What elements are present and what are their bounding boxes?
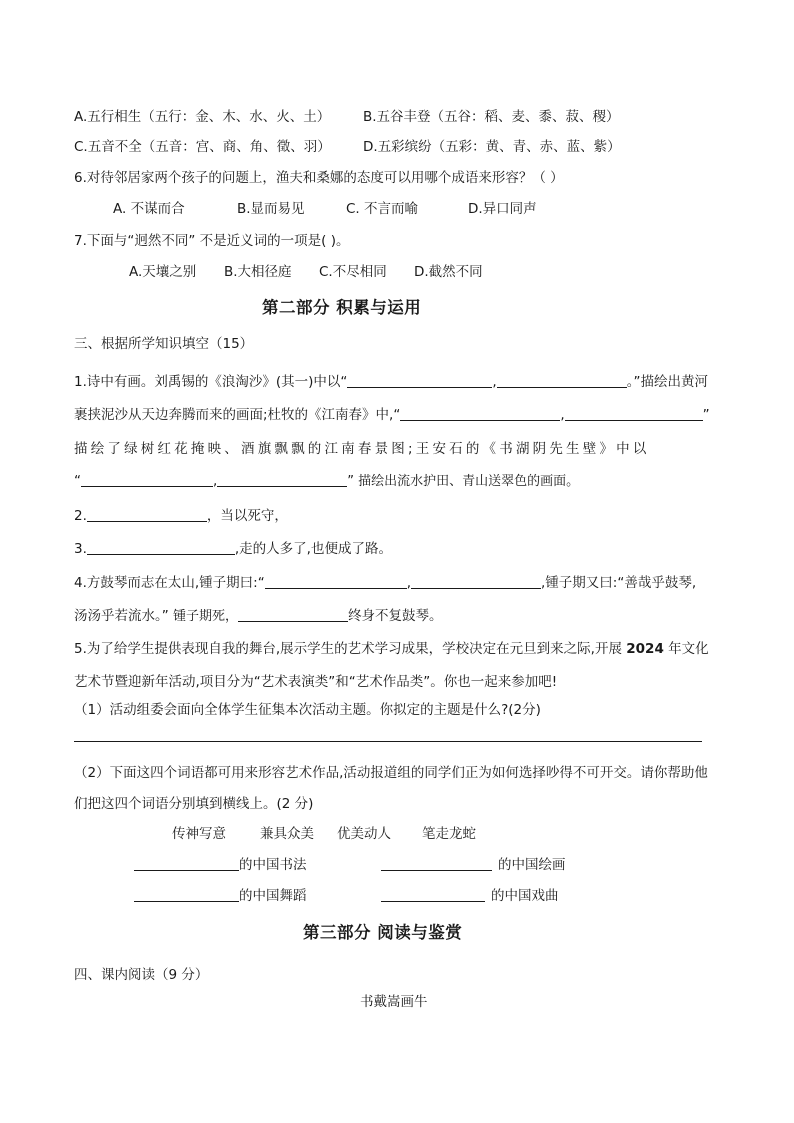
fill2: [74, 504, 288, 524]
word-bank-item: 笔走龙蛇: [422, 826, 476, 842]
blank-label: 的中国书法: [239, 857, 307, 873]
q7-option-b: B.大相径庭: [224, 264, 292, 280]
q5-option-d: D.五彩缤纷（五彩：黄、青、赤、蓝、紫）: [363, 139, 621, 155]
opera-fill: [381, 884, 559, 904]
fill1-line4-end: ” 描绘出流水护田、青山送翠色的画面。: [347, 474, 580, 489]
fill5-line1-text: 5.为了给学生提供表现自我的舞台,展示学生的艺术学习成果，学校决定在元旦到来之际,开展: [74, 641, 627, 657]
fill4-line2-end: 终身不复鼓琴。: [348, 608, 443, 624]
fill5-sub1: （1）活动组委会面向全体学生征集本次活动主题。你拟定的主题是什么?(2分): [74, 702, 541, 718]
q6-stem: 6.对待邻居家两个孩子的问题上，渔夫和桑娜的态度可以用哪个成语来形容？（ ）: [74, 170, 564, 186]
answer-blank[interactable]: [217, 472, 347, 487]
fill4-line1-text: 4.方鼓琴而志在太山,锺子期曰:“: [74, 575, 265, 591]
fill2-text: ，当以死守，: [206, 508, 288, 524]
fill4-line2-small: 锺子期死，: [173, 609, 239, 624]
blank-label: 的中国绘画: [498, 857, 566, 873]
fill5-sub2-line2: 们把这四个词语分别填到横线上。(2 分): [74, 796, 314, 812]
answer-blank[interactable]: [381, 887, 485, 902]
answer-blank[interactable]: [265, 574, 407, 589]
fill4-comma: ,: [406, 575, 412, 591]
fill1-line4: [74, 470, 579, 489]
answer-blank[interactable]: [134, 856, 239, 871]
fill1-comma: ,: [492, 374, 497, 390]
q6-option-d: D.异口同声: [468, 201, 537, 217]
answer-blank[interactable]: [134, 887, 239, 902]
answer-blank[interactable]: [238, 607, 348, 622]
q6-option-b: B.显而易见: [237, 201, 305, 217]
q7-option-c: C.不尽相同: [319, 264, 387, 280]
fill4-line1: [74, 571, 696, 591]
q7-option-a: A.天壤之别: [129, 264, 197, 280]
blank-label: 的中国戏曲: [491, 888, 559, 904]
fill1-line1-text: 1.诗中有画。刘禹锡的《浪淘沙》(其一)中以“: [74, 374, 348, 390]
fill4-line2: [74, 604, 443, 624]
fill2-number: 2.: [74, 508, 87, 524]
part2-heading: 第二部分 积累与运用: [262, 298, 422, 317]
fill1-period: 。: [626, 374, 634, 390]
theme-answer-line[interactable]: [74, 741, 702, 742]
fill4-line2-text: 汤汤乎若流水。”: [74, 608, 174, 624]
section4-title: 四、课内阅读（9 分）: [74, 967, 209, 983]
fill5-sub2-line1: （2）下面这四个词语都可用来形容艺术作品,活动报道组的同学们正为如何选择吵得不可开交。请你帮助他: [74, 765, 708, 781]
fill1-comma: ,: [213, 473, 218, 489]
fill3: [74, 537, 392, 557]
fill1-line1-end: ”描绘出黄河: [633, 374, 708, 390]
answer-blank[interactable]: [411, 574, 541, 589]
fill3-text: ,走的人多了,也便成了路。: [234, 541, 392, 557]
part3-heading: 第三部分 阅读与鉴赏: [303, 923, 463, 942]
section3-title: 三、根据所学知识填空（15）: [74, 336, 254, 352]
fill1-line2: [74, 403, 710, 423]
answer-blank[interactable]: [87, 540, 235, 555]
answer-blank[interactable]: [347, 373, 492, 388]
fill5-line2: 艺术节暨迎新年活动,项目分为“艺术表演类”和“艺术作品类”。你也一起来参加吧!: [74, 674, 558, 690]
fill1-comma: ,: [560, 407, 565, 423]
answer-blank[interactable]: [497, 373, 627, 388]
fill1-line4-open: “: [74, 473, 81, 489]
word-bank-item: 传神写意: [172, 826, 226, 842]
answer-blank[interactable]: [87, 507, 207, 522]
word-bank-item: 优美动人: [337, 826, 391, 842]
q6-option-a: A. 不谋而合: [113, 201, 185, 217]
word-bank-item: 兼具众美: [260, 826, 314, 842]
blank-label: 的中国舞蹈: [239, 888, 307, 904]
q5-option-c: C.五音不全（五音：宫、商、角、徵、羽）: [74, 139, 331, 155]
dance-fill: [134, 884, 307, 904]
q5-option-a: A.五行相生（五行：金、木、水、火、土）: [74, 109, 331, 125]
q7-stem: 7.下面与“迥然不同” 不是近义词的一项是( )。: [74, 233, 350, 249]
fill5-line1: [74, 637, 709, 657]
fill1-line2-text: 裹挟泥沙从天边奔腾而来的画面;杜牧的《江南春》中,“: [74, 407, 401, 423]
answer-blank[interactable]: [400, 406, 560, 421]
answer-blank[interactable]: [81, 472, 213, 487]
fill5-year: 2024: [626, 641, 664, 657]
reading-title: 书戴嵩画牛: [360, 994, 428, 1010]
q7-option-d: D.截然不同: [414, 264, 483, 280]
calligraphy-fill: [134, 853, 307, 873]
painting-fill: [381, 853, 566, 873]
fill3-number: 3.: [74, 541, 87, 557]
fill1-line1: [74, 370, 708, 390]
q6-option-c: C. 不言而喻: [346, 201, 419, 217]
fill1-line3: 描绘了绿树红花掩映、酒旗飘飘的江南春景图;王安石的《书湖阴先生壁》中以: [74, 441, 650, 457]
answer-blank[interactable]: [381, 856, 492, 871]
fill1-line2-end: ”: [702, 407, 710, 423]
fill5-line1-end: 年文化: [663, 641, 709, 657]
answer-blank[interactable]: [565, 406, 703, 421]
q5-option-b: B.五谷丰登（五谷：稻、麦、黍、菽、稷）: [363, 109, 620, 125]
fill4-line1-end: ,锺子期又曰:“善哉乎鼓琴,: [541, 575, 697, 591]
